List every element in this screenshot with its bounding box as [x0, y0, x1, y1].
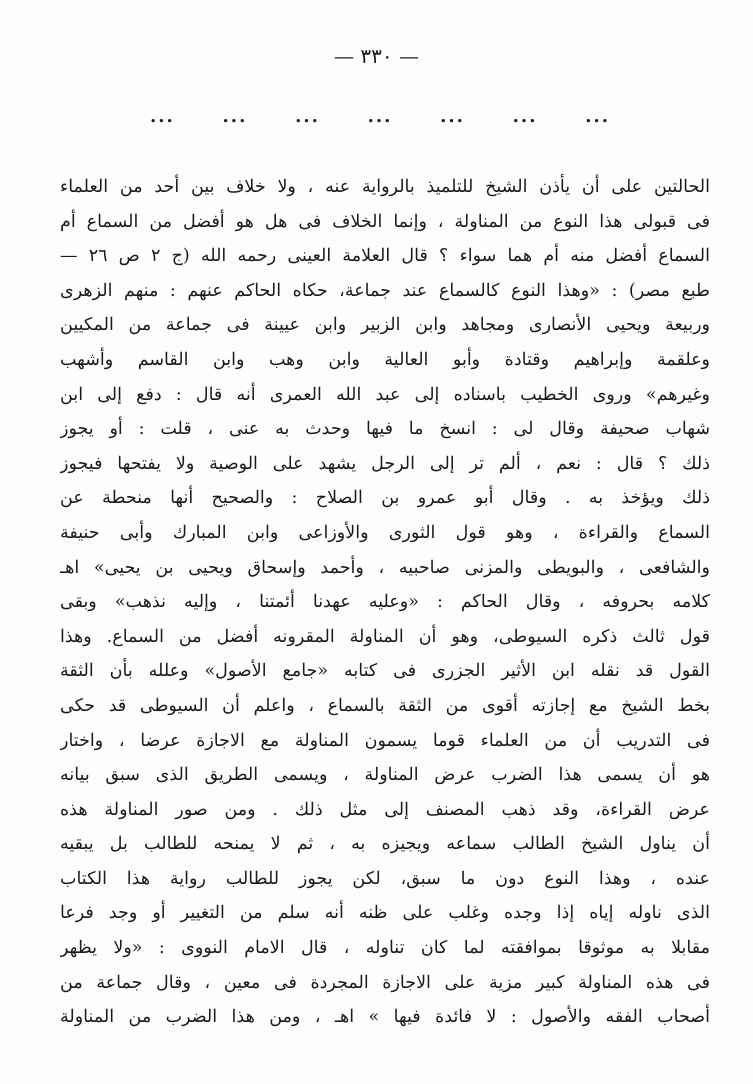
text-line: الحالتين على أن يأذن الشيخ للتلميذ بالرواية عنه ، ولا خلاف بين أحد من العلماء: [60, 177, 710, 197]
ellipsis-mark: ...: [295, 106, 320, 127]
text-line: بخط الشيخ مع إجازته أقوى من الثقة بالسماع ، واعلم أن السيوطى قد حكى: [60, 695, 710, 716]
text-line: وغيرهم» وروى الخطيب باسناده إلى عبد الله العمرى أنه قال : دفع إلى ابن: [60, 384, 710, 405]
text-line: كلامه بحروفه ، وقال الحاكم : «وعليه عهدنا أئمتنا ، وإليه نذهب» وبقى: [60, 592, 710, 613]
ellipsis-mark: ...: [367, 106, 393, 127]
ellipsis-separator: [150, 106, 610, 127]
text-line: وربيعة ويحيى الأنصارى ومجاهد وابن الزبير وابن عيينة فى جماعة من المكيين: [60, 315, 710, 336]
text-line: شهاب صحيفة وقال لى : انسخ ما فيها وحدث به عنى ، قلت : أو يجوز: [60, 419, 710, 440]
body-text: [60, 170, 710, 1035]
ellipsis-mark: ...: [150, 106, 175, 127]
ellipsis-mark: ...: [585, 106, 610, 127]
text-line: فى قبولى هذا النوع من المناولة ، وإنما الخلاف فى هل هو أفضل من السماع أم: [60, 211, 710, 232]
ellipsis-mark: ...: [512, 106, 538, 127]
text-line: قول ثالث ذكره السيوطى، وهو أن المناولة المقرونه أفضل من السماع. وهذا: [60, 626, 710, 647]
text-line: عنده ، وهذا النوع دون ما سبق، لكن يجوز للطالب رواية هذا الكتاب: [60, 868, 710, 889]
text-line: السماع والقراءة ، وهو قول الثورى والأوزاعى وابن المبارك وأبى حنيفة: [60, 522, 710, 543]
text-line: الذى ناوله إياه إذا وجده وغلب على ظنه أنه سلم من التغيير أو وجد فرعا: [60, 903, 710, 924]
text-line: أصحاب الفقه والأصول : لا فائدة فيها » اهـ ، ومن هذا الضرب من المناولة: [60, 1007, 710, 1028]
text-line: ذلك ؟ قال : نعم ، ألم تر إلى الرجل يشهد على الوصية ولا يفتحها فيجوز: [60, 453, 710, 474]
text-line: أن يناول الشيخ الطالب سماعه ويجيزه به ، ثم لا يمنحه للطالب بل يبقيه: [60, 834, 710, 855]
ellipsis-mark: ...: [440, 106, 465, 127]
text-line: فى التدريب أن من العلماء قوما يسمون المناولة مع الاجازة عرضا ، واختار: [60, 730, 710, 751]
text-line: عرض القراءة، وقد ذهب المصنف إلى مثل ذلك . ومن صور المناولة هذه: [60, 799, 710, 820]
text-line: هو أن يسمى هذا الضرب عرض المناولة ، ويسمى الطريق الذى سبق بيانه: [60, 765, 710, 786]
text-line: طبع مصر) : «وهذا النوع كالسماع عند جماعة، حكاه الحاكم عنهم : منهم الزهرى: [60, 280, 710, 301]
page-number: — ٣٣٠ —: [334, 44, 419, 68]
text-line: مقابلا به موثوقا بموافقته لما كان تناوله ، قال الامام النووى : «ولا يظهر: [60, 938, 710, 959]
text-line: والشافعى ، والبويطى والمزنى صاحبيه ، وأحمد وإسحاق ويحيى بن يحيى» اهـ: [60, 557, 710, 578]
ellipsis-mark: ...: [222, 106, 248, 127]
text-line: فى هذه المناولة كبير مزية على الاجازة المجردة فى معين ، وقال جماعة من: [60, 972, 710, 993]
text-line: وعلقمة وإبراهيم وقتادة وأبو العالية وابن وهب وابن القاسم وأشهب: [60, 349, 710, 370]
text-line: القول قد نقله ابن الأثير الجزرى فى كتابه «جامع الأصول» وعلله بأن الثقة: [60, 661, 710, 682]
text-line: ذلك ويؤخذ به . وقال أبو عمرو بن الصلاح : والصحيح أنها منحطة عن: [60, 488, 710, 509]
text-line: السماع أفضل منه أم هما سواء ؟ قال العلامة العينى رحمه الله (ج ٢ ص ٢٦ —: [60, 246, 710, 267]
